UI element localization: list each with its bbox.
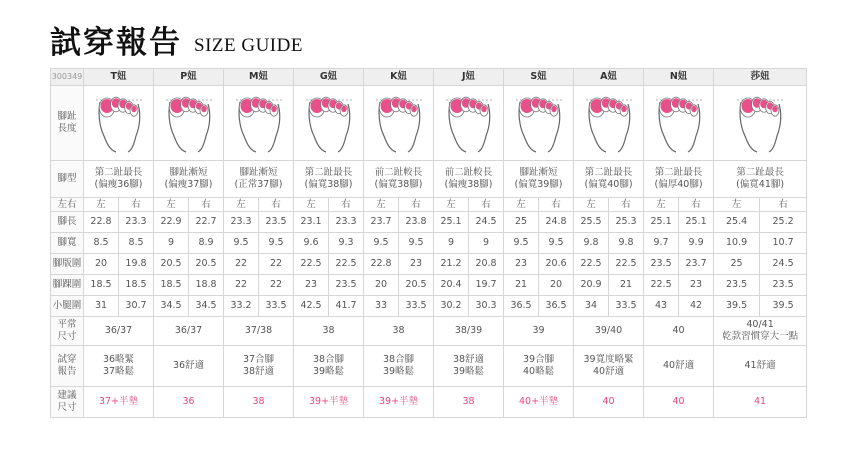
measure-right: 24.5: [760, 254, 807, 275]
measure-right: 9.9: [679, 233, 714, 254]
measure-left: 20.5: [154, 254, 189, 275]
foot-icon: [164, 92, 214, 154]
tester-name: T妞: [84, 69, 154, 86]
row-label-foot-length: 腳長: [51, 212, 84, 233]
measure-left: 22.9: [154, 212, 189, 233]
measure-left: 9: [154, 233, 189, 254]
measure-right: 9.8: [609, 233, 644, 254]
foot-type-cell: 腳趾漸短 (偏瘦37腳): [154, 161, 224, 198]
tester-name: K妞: [364, 69, 434, 86]
tester-name: 莎妞: [714, 69, 807, 86]
foot-width-row: [51, 233, 807, 254]
measure-left: 25.5: [574, 212, 609, 233]
foot-icon: [735, 92, 785, 154]
measure-left: 23.5: [714, 275, 760, 296]
foot-type-cell: 腳趾漸短 (正常37腳): [224, 161, 294, 198]
left-header: 左: [154, 198, 189, 212]
foot-type-cell: 第二趾最長 (偏厚40腳): [644, 161, 714, 198]
suggested-size-cell: 37+半墊: [84, 387, 154, 418]
usual-size-cell: 39/40: [574, 317, 644, 346]
suggested-size-cell: 41: [714, 387, 807, 418]
row-label-suggested: 建議 尺寸: [51, 387, 84, 418]
usual-size-row: [51, 317, 807, 346]
foot-icon: [374, 92, 424, 154]
measure-left: 20: [364, 275, 399, 296]
left-header: 左: [504, 198, 539, 212]
foot-type-row: [51, 161, 807, 198]
measure-right: 20: [539, 275, 574, 296]
measure-left: 33: [364, 296, 399, 317]
measure-right: 25.3: [609, 212, 644, 233]
measure-right: 22.5: [609, 254, 644, 275]
left-header: 左: [434, 198, 469, 212]
ankle-row: [51, 275, 807, 296]
measure-left: 9.5: [364, 233, 399, 254]
measure-right: 42: [679, 296, 714, 317]
page-title: [50, 20, 303, 60]
foot-icon: [304, 92, 354, 154]
measure-left: 21.2: [434, 254, 469, 275]
foot-illustration-cell: [504, 86, 574, 161]
right-header: 右: [329, 198, 364, 212]
tester-name: P妞: [154, 69, 224, 86]
report-cell: 39寬度略緊 40舒適: [574, 346, 644, 387]
measure-left: 31: [84, 296, 119, 317]
report-cell: 36略緊 37略鬆: [84, 346, 154, 387]
foot-illustration-cell: [434, 86, 504, 161]
foot-type-cell: 前二趾較長 (偏瘦38腳): [434, 161, 504, 198]
suggested-size-cell: 39+半墊: [294, 387, 364, 418]
left-header: 左: [644, 198, 679, 212]
measure-right: 22.7: [189, 212, 224, 233]
measure-right: 23.3: [329, 212, 364, 233]
measure-right: 9: [469, 233, 504, 254]
report-cell: 39合腳 40略鬆: [504, 346, 574, 387]
measure-right: 25.2: [760, 212, 807, 233]
report-cell: 40舒適: [644, 346, 714, 387]
measure-left: 42.5: [294, 296, 329, 317]
measure-right: 33.5: [399, 296, 434, 317]
measure-right: 10.7: [760, 233, 807, 254]
measure-left: 39.5: [714, 296, 760, 317]
measure-right: 39.5: [760, 296, 807, 317]
suggested-size-cell: 40+半墊: [504, 387, 574, 418]
foot-icon: [654, 92, 704, 154]
measure-left: 8.5: [84, 233, 119, 254]
measure-right: 20.5: [189, 254, 224, 275]
tester-name: N妞: [644, 69, 714, 86]
row-label-instep: 腳版圍: [51, 254, 84, 275]
suggested-size-cell: 39+半墊: [364, 387, 434, 418]
usual-size-cell: 40: [644, 317, 714, 346]
measure-right: 24.8: [539, 212, 574, 233]
row-label-foot-width: 腳寬: [51, 233, 84, 254]
measure-left: 22.5: [294, 254, 329, 275]
measure-left: 18.5: [154, 275, 189, 296]
measure-left: 23.5: [644, 254, 679, 275]
suggested-size-cell: 40: [574, 387, 644, 418]
measure-right: 18.5: [119, 275, 154, 296]
measure-right: 9.5: [259, 233, 294, 254]
row-label-foot-type: 腳型: [51, 161, 84, 198]
foot-illustration-cell: [84, 86, 154, 161]
foot-icon: [444, 92, 494, 154]
measure-right: 22: [259, 254, 294, 275]
measure-left: 43: [644, 296, 679, 317]
usual-size-cell: 38: [294, 317, 364, 346]
measure-right: 33.5: [609, 296, 644, 317]
measure-left: 22.8: [364, 254, 399, 275]
left-header: 左: [364, 198, 399, 212]
suggested-size-cell: 38: [434, 387, 504, 418]
usual-size-cell: 40/41 乾款習慣穿大一點: [714, 317, 807, 346]
report-cell: 38合腳 39略鬆: [364, 346, 434, 387]
foot-length-row: [51, 212, 807, 233]
measure-right: 23.5: [329, 275, 364, 296]
measure-left: 25: [504, 212, 539, 233]
product-code: 300349: [51, 69, 84, 86]
measure-left: 9.5: [224, 233, 259, 254]
measure-right: 9.3: [329, 233, 364, 254]
measure-right: 19.8: [119, 254, 154, 275]
measure-right: 30.7: [119, 296, 154, 317]
measure-left: 20: [84, 254, 119, 275]
measure-left: 25.4: [714, 212, 760, 233]
measure-left: 21: [504, 275, 539, 296]
right-header: 右: [189, 198, 224, 212]
report-cell: 41舒適: [714, 346, 807, 387]
foot-type-cell: 第二趾最長 (偏寬41腳): [714, 161, 807, 198]
measure-right: 21: [609, 275, 644, 296]
foot-illustration-cell: [714, 86, 807, 161]
measure-right: 30.3: [469, 296, 504, 317]
calf-row: [51, 296, 807, 317]
right-header: 右: [469, 198, 504, 212]
left-header: 左: [714, 198, 760, 212]
measure-right: 23.8: [399, 212, 434, 233]
foot-type-cell: 第二趾最長 (偏寬40腳): [574, 161, 644, 198]
row-label-calf: 小腿圍: [51, 296, 84, 317]
title-zh: 試穿報告: [50, 25, 182, 61]
foot-type-cell: 第二趾最長 (偏瘦36腳): [84, 161, 154, 198]
measure-right: 23.3: [119, 212, 154, 233]
right-header: 右: [539, 198, 574, 212]
measure-left: 23.7: [364, 212, 399, 233]
measure-left: 33.2: [224, 296, 259, 317]
row-label-ankle: 腳踝圍: [51, 275, 84, 296]
foot-type-cell: 第二趾最長 (偏寬38腳): [294, 161, 364, 198]
measure-right: 8.5: [119, 233, 154, 254]
measure-left: 23: [294, 275, 329, 296]
measure-right: 22: [259, 275, 294, 296]
foot-illustration-cell: [294, 86, 364, 161]
measure-left: 9.8: [574, 233, 609, 254]
measure-right: 22.5: [329, 254, 364, 275]
measure-right: 20.6: [539, 254, 574, 275]
tester-name: S妞: [504, 69, 574, 86]
measure-right: 23.5: [760, 275, 807, 296]
measure-left: 22.5: [574, 254, 609, 275]
measure-left: 9.6: [294, 233, 329, 254]
usual-size-cell: 36/37: [84, 317, 154, 346]
measure-left: 18.5: [84, 275, 119, 296]
row-label-usual-size: 平常 尺寸: [51, 317, 84, 346]
usual-size-cell: 38/39: [434, 317, 504, 346]
foot-type-cell: 腳趾漸短 (偏寬39腳): [504, 161, 574, 198]
measure-left: 10.9: [714, 233, 760, 254]
suggested-size-row: [51, 387, 807, 418]
measure-right: 20.8: [469, 254, 504, 275]
row-label-side: 左右: [51, 198, 84, 212]
tester-name: G妞: [294, 69, 364, 86]
measure-left: 22: [224, 275, 259, 296]
usual-size-cell: 38: [364, 317, 434, 346]
measure-right: 23: [399, 254, 434, 275]
measure-right: 24.5: [469, 212, 504, 233]
report-cell: 36舒適: [154, 346, 224, 387]
report-cell: 37合腳 38舒適: [224, 346, 294, 387]
measure-left: 23.3: [224, 212, 259, 233]
measure-left: 22: [224, 254, 259, 275]
foot-icon: [514, 92, 564, 154]
report-cell: 38舒適 39略鬆: [434, 346, 504, 387]
right-header: 右: [760, 198, 807, 212]
left-header: 左: [574, 198, 609, 212]
foot-illustration-cell: [224, 86, 294, 161]
measure-left: 20.4: [434, 275, 469, 296]
measure-left: 20.9: [574, 275, 609, 296]
report-row: [51, 346, 807, 387]
measure-left: 9: [434, 233, 469, 254]
measure-right: 8.9: [189, 233, 224, 254]
measure-left: 34.5: [154, 296, 189, 317]
right-header: 右: [259, 198, 294, 212]
report-cell: 38合腳 39略鬆: [294, 346, 364, 387]
measure-right: 33.5: [259, 296, 294, 317]
foot-illustration-cell: [154, 86, 224, 161]
measure-right: 41.7: [329, 296, 364, 317]
foot-icon: [584, 92, 634, 154]
left-header: 左: [224, 198, 259, 212]
measure-right: 9.5: [539, 233, 574, 254]
size-guide-table: [50, 68, 807, 418]
measure-right: 20.5: [399, 275, 434, 296]
instep-row: [51, 254, 807, 275]
foot-illustration-cell: [364, 86, 434, 161]
measure-left: 9.5: [504, 233, 539, 254]
measure-left: 25.1: [644, 212, 679, 233]
measure-right: 19.7: [469, 275, 504, 296]
foot-illustration-cell: [644, 86, 714, 161]
measure-left: 23.1: [294, 212, 329, 233]
measure-right: 9.5: [399, 233, 434, 254]
measure-right: 23.7: [679, 254, 714, 275]
header-row: [51, 69, 807, 86]
right-header: 右: [119, 198, 154, 212]
foot-icon: [234, 92, 284, 154]
foot-type-cell: 前二趾較長 (偏寬38腳): [364, 161, 434, 198]
tester-name: A妞: [574, 69, 644, 86]
measure-left: 25.1: [434, 212, 469, 233]
measure-left: 36.5: [504, 296, 539, 317]
measure-right: 36.5: [539, 296, 574, 317]
measure-left: 22.5: [644, 275, 679, 296]
right-header: 右: [679, 198, 714, 212]
measure-right: 25.1: [679, 212, 714, 233]
usual-size-cell: 37/38: [224, 317, 294, 346]
left-header: 左: [84, 198, 119, 212]
foot-icon: [94, 92, 144, 154]
measure-left: 25: [714, 254, 760, 275]
toe-shape-row: [51, 86, 807, 161]
suggested-size-cell: 38: [224, 387, 294, 418]
right-header: 右: [609, 198, 644, 212]
usual-size-cell: 39: [504, 317, 574, 346]
tester-name: J妞: [434, 69, 504, 86]
measure-left: 22.8: [84, 212, 119, 233]
suggested-size-cell: 40: [644, 387, 714, 418]
row-label-toe-shape: 腳趾 長度: [51, 86, 84, 161]
measure-left: 9.7: [644, 233, 679, 254]
measure-right: 23: [679, 275, 714, 296]
side-row: [51, 198, 807, 212]
measure-right: 23.5: [259, 212, 294, 233]
right-header: 右: [399, 198, 434, 212]
row-label-report: 試穿 報告: [51, 346, 84, 387]
usual-size-cell: 36/37: [154, 317, 224, 346]
foot-illustration-cell: [574, 86, 644, 161]
measure-left: 30.2: [434, 296, 469, 317]
suggested-size-cell: 36: [154, 387, 224, 418]
measure-left: 34: [574, 296, 609, 317]
tester-name: M妞: [224, 69, 294, 86]
measure-right: 18.8: [189, 275, 224, 296]
left-header: 左: [294, 198, 329, 212]
title-en: SIZE GUIDE: [194, 35, 303, 56]
measure-left: 23: [504, 254, 539, 275]
measure-right: 34.5: [189, 296, 224, 317]
